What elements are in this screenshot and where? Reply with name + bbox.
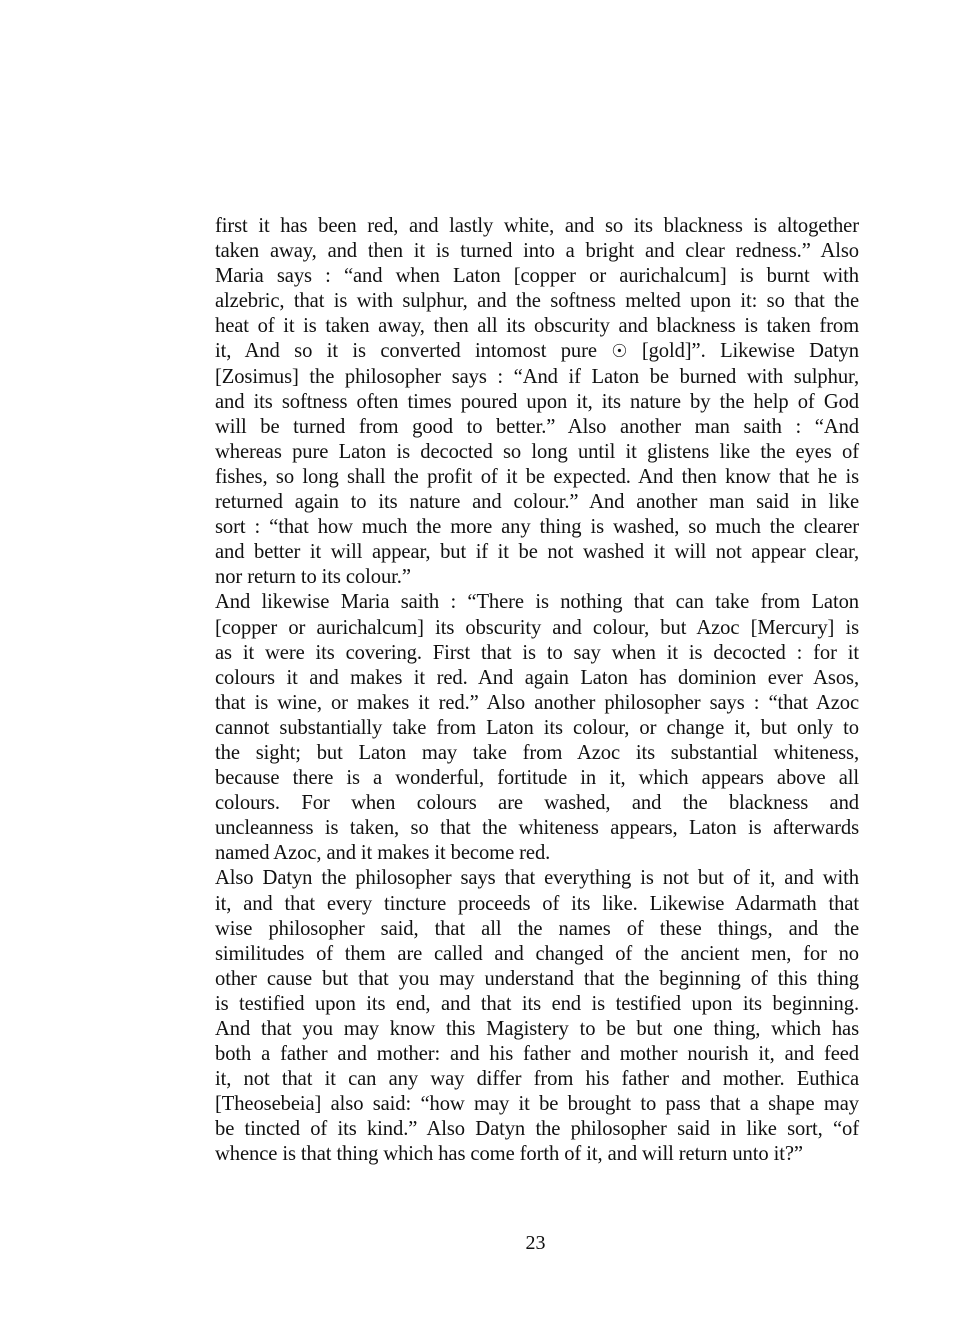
- text-line: colours. For when colours are washed, and the blackness and: [215, 792, 859, 815]
- text-line: uncleanness is taken, so that the whiteness appears, Laton is afterwards: [215, 817, 859, 840]
- text-line: first it has been red, and lastly white, and so its blackness is altogether: [215, 215, 859, 237]
- text-line: fishes, so long shall the profit of it be expected. And then know that he is: [215, 465, 859, 488]
- gold-symbol-icon: ☉: [611, 341, 628, 363]
- text-line: named Azoc, and it makes it become red.: [215, 842, 551, 865]
- text-line: it, not that it can any way differ from his father and mother. Euthica: [215, 1068, 859, 1091]
- text-line: sort : “that how much the more any thing is washed, so much the clearer: [215, 516, 859, 539]
- text-line: because there is a wonderful, fortitude in it, which appears above all: [215, 767, 859, 790]
- paragraph-2: [215, 590, 859, 866]
- text-line: be tincted of its kind.” Also Datyn the philosopher said in like sort, “of: [215, 1118, 859, 1141]
- text-line: And that you may know this Magistery to be but one thing, which has: [215, 1018, 859, 1040]
- text-line: the sight; but Laton may take from Azoc its substantial whiteness,: [215, 741, 859, 764]
- text-line: alzebric, that is with sulphur, and the softness melted upon it: so that the: [215, 290, 859, 313]
- paragraph-1: [215, 214, 859, 590]
- text-line: whereas pure Laton is decocted so long until it glistens like the eyes of: [215, 440, 859, 463]
- text-line: will be turned from good to better.” Also another man saith : “And: [215, 415, 859, 438]
- text-line: and better it will appear, but if it be not washed it will not appear clear,: [215, 541, 859, 564]
- text-line: taken away, and then it is turned into a bright and clear redness.” Also: [215, 240, 859, 263]
- page-number: 23: [525, 1232, 546, 1254]
- text-line: nor return to its colour.”: [215, 566, 411, 589]
- text-line: Also Datyn the philosopher says that everything is not but of it, and with: [215, 867, 859, 890]
- text-line: heat of it is taken away, then all its obscurity and blackness is taken from: [215, 315, 859, 338]
- text-line: as it were its covering. First that is to say when it is decocted : for it: [215, 641, 859, 664]
- text-line: it, And so it is converted intomost pure ☉ [gold]”. Likewise Datyn: [215, 340, 860, 363]
- text-line: [Zosimus] the philosopher says : “And if Laton be burned with sulphur,: [215, 365, 859, 388]
- text-line: it, and that every tincture proceeds of its like. Likewise Adarmath that: [215, 892, 859, 915]
- text-line: returned again to its nature and colour.” And another man said in like: [215, 491, 859, 514]
- text-line: [Theosebeia] also said: “how may it be brought to pass that a shape may: [215, 1093, 859, 1116]
- text-line: colours it and makes it red. And again Laton has dominion ever Asos,: [215, 666, 859, 689]
- text-line: cannot substantially take from Laton its colour, or change it, but only to: [215, 716, 859, 739]
- text-line: that is wine, or makes it red.” Also another philosopher says : “that Azoc: [215, 691, 859, 714]
- text-line: Maria says : “and when Laton [copper or aurichalcum] is burnt with: [215, 265, 859, 288]
- paragraph-3: [215, 866, 859, 1167]
- text-line: other cause but that you may understand that the beginning of this thing: [215, 967, 859, 990]
- text-line: whence is that thing which has come forth of it, and will return unto it?”: [215, 1143, 803, 1166]
- text-line: [copper or aurichalcum] its obscurity and colour, but Azoc [Mercury] is: [215, 616, 859, 639]
- page-body: [215, 214, 859, 1168]
- text-line: both a father and mother: and his father and mother nourish it, and feed: [215, 1043, 859, 1066]
- text-line: wise philosopher said, that all the names of these things, and the: [215, 917, 859, 940]
- text-line: similitudes of them are called and changed of the ancient men, for no: [215, 942, 859, 965]
- text-line: and its softness often times poured upon it, its nature by the help of God: [215, 390, 859, 413]
- text-line: is testified upon its end, and that its end is testified upon its beginning.: [215, 992, 859, 1015]
- text-line: And likewise Maria saith : “There is nothing that can take from Laton: [215, 591, 859, 614]
